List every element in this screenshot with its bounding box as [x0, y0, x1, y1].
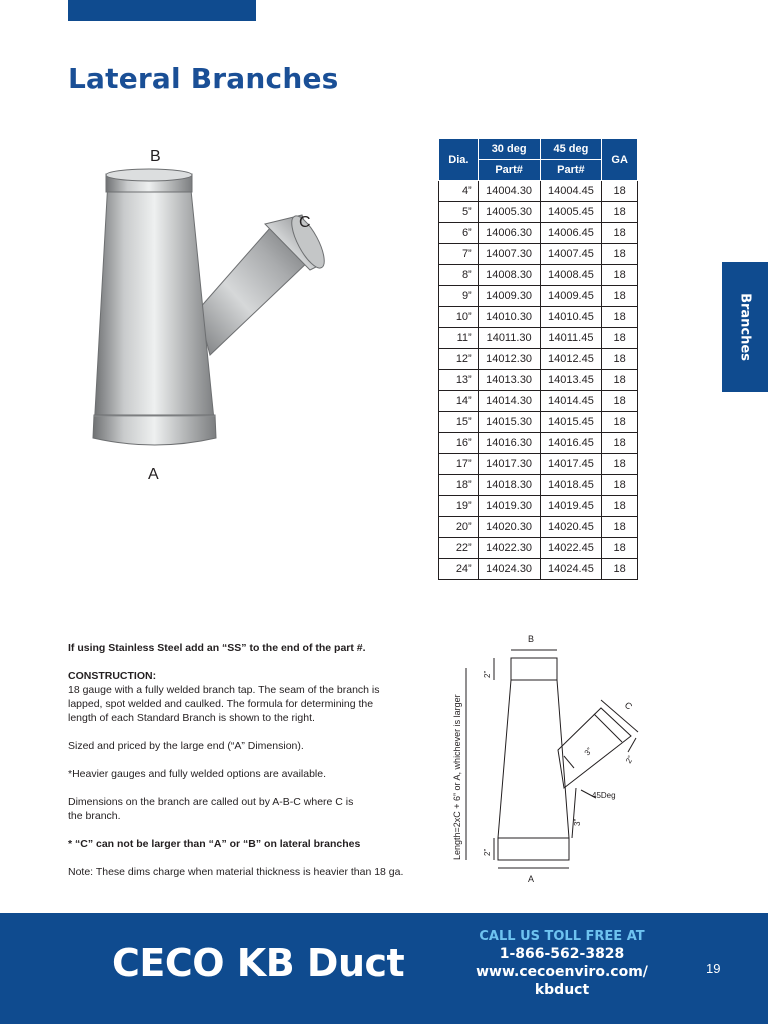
cell-part-30: 14005.30: [478, 202, 540, 223]
cell-dia: 16”: [439, 433, 479, 454]
cell-dia: 5”: [439, 202, 479, 223]
cell-part-45: 14007.45: [540, 244, 602, 265]
photo-label-c: C: [299, 214, 311, 231]
cell-ga: 18: [602, 328, 638, 349]
photo-label-b: B: [150, 148, 161, 165]
cell-part-30: 14015.30: [478, 412, 540, 433]
lateral-branch-photo: [80, 140, 340, 490]
cell-ga: 18: [602, 475, 638, 496]
cell-part-45: 14019.45: [540, 496, 602, 517]
cell-dia: 14”: [439, 391, 479, 412]
header-45-deg: 45 deg: [540, 139, 602, 160]
cell-part-30: 14024.30: [478, 559, 540, 580]
cell-ga: 18: [602, 391, 638, 412]
cell-part-45: 14015.45: [540, 412, 602, 433]
construction-body: 18 gauge with a fully welded branch tap. The seam of the branch is lapped, spot welded and caulked. The formula for determining the length of each Standard Branch is shown to the right.: [68, 684, 380, 724]
cell-ga: 18: [602, 349, 638, 370]
table-row: [439, 370, 638, 391]
cell-part-45: 14020.45: [540, 517, 602, 538]
cell-dia: 13”: [439, 370, 479, 391]
notes-block: [68, 641, 458, 879]
table-row: [439, 328, 638, 349]
diagram-label-b: B: [528, 634, 535, 644]
cell-part-30: 14019.30: [478, 496, 540, 517]
cell-part-30: 14020.30: [478, 517, 540, 538]
cell-part-45: 14010.45: [540, 307, 602, 328]
cell-dia: 10”: [439, 307, 479, 328]
cell-ga: 18: [602, 517, 638, 538]
cell-dia: 9”: [439, 286, 479, 307]
table-row: [439, 559, 638, 580]
contact-block: [462, 929, 662, 999]
stainless-note: If using Stainless Steel add an “SS” to the end of the part #.: [68, 642, 366, 654]
table-row: [439, 538, 638, 559]
angle-label: 45Deg: [592, 791, 616, 800]
cell-ga: 18: [602, 559, 638, 580]
heavier-note: *Heavier gauges and fully welded options are available.: [68, 768, 326, 780]
header-dia: Dia.: [439, 139, 479, 181]
header-30-deg: 30 deg: [478, 139, 540, 160]
top-accent-bar: [68, 0, 256, 21]
cell-dia: 17”: [439, 454, 479, 475]
cell-part-45: 14006.45: [540, 223, 602, 244]
cell-part-45: 14004.45: [540, 181, 602, 202]
cell-dia: 12”: [439, 349, 479, 370]
cell-ga: 18: [602, 181, 638, 202]
dim-lower-3in: 3”: [573, 818, 582, 826]
photo-label-a: A: [148, 466, 159, 483]
table-row: [439, 475, 638, 496]
cell-ga: 18: [602, 265, 638, 286]
table-row: [439, 349, 638, 370]
cell-ga: 18: [602, 412, 638, 433]
dimensions-note: Dimensions on the branch are called out by A-B-C where C is the branch.: [68, 796, 354, 822]
cell-part-30: 14010.30: [478, 307, 540, 328]
cell-part-30: 14008.30: [478, 265, 540, 286]
table-row: [439, 391, 638, 412]
cell-part-30: 14016.30: [478, 433, 540, 454]
cell-dia: 11”: [439, 328, 479, 349]
cell-part-45: 14011.45: [540, 328, 602, 349]
cell-part-30: 14018.30: [478, 475, 540, 496]
table-row: [439, 286, 638, 307]
cell-part-45: 14008.45: [540, 265, 602, 286]
cell-part-45: 14016.45: [540, 433, 602, 454]
cell-ga: 18: [602, 223, 638, 244]
dim-top-2in: 2”: [483, 670, 492, 678]
cell-part-45: 14013.45: [540, 370, 602, 391]
cell-dia: 18”: [439, 475, 479, 496]
table-row: [439, 265, 638, 286]
table-row: [439, 223, 638, 244]
website-link-line1[interactable]: www.cecoenviro.com/: [476, 964, 648, 980]
cell-part-45: 14005.45: [540, 202, 602, 223]
cell-dia: 6”: [439, 223, 479, 244]
cell-ga: 18: [602, 538, 638, 559]
cell-part-30: 14006.30: [478, 223, 540, 244]
cell-part-45: 14017.45: [540, 454, 602, 475]
cell-part-30: 14011.30: [478, 328, 540, 349]
subheader-45-part: Part#: [540, 160, 602, 181]
cell-dia: 7”: [439, 244, 479, 265]
table-body: [439, 181, 638, 580]
cell-part-30: 14007.30: [478, 244, 540, 265]
cell-part-30: 14013.30: [478, 370, 540, 391]
cell-dia: 22”: [439, 538, 479, 559]
construction-heading: CONSTRUCTION:: [68, 670, 157, 682]
section-tab-label: Branches: [737, 293, 753, 361]
brand-name: CECO KB Duct: [112, 941, 405, 985]
cell-ga: 18: [602, 370, 638, 391]
c-rule-note: * “C” can not be larger than “A” or “B” on lateral branches: [68, 838, 361, 850]
table-row: [439, 307, 638, 328]
cell-dia: 15”: [439, 412, 479, 433]
website-link-line2[interactable]: kbduct: [534, 982, 590, 998]
dim-bottom-2in: 2”: [483, 848, 492, 856]
table-row: [439, 454, 638, 475]
diagram-label-c: C: [622, 699, 635, 712]
table-row: [439, 181, 638, 202]
cell-dia: 8”: [439, 265, 479, 286]
sized-note: Sized and priced by the large end (“A” Dimension).: [68, 740, 304, 752]
footer-bar: [0, 913, 768, 1024]
cell-ga: 18: [602, 202, 638, 223]
table-row: [439, 244, 638, 265]
cell-dia: 20”: [439, 517, 479, 538]
section-tab: [722, 262, 768, 392]
diagram-label-a: A: [528, 874, 535, 884]
cell-part-30: 14009.30: [478, 286, 540, 307]
cell-part-45: 14009.45: [540, 286, 602, 307]
table-row: [439, 433, 638, 454]
cell-ga: 18: [602, 433, 638, 454]
cell-part-30: 14004.30: [478, 181, 540, 202]
dim-branch-2in: 2”: [623, 754, 636, 765]
thickness-note: Note: These dims charge when material thickness is heavier than 18 ga.: [68, 866, 404, 878]
cell-part-30: 14012.30: [478, 349, 540, 370]
cell-dia: 24”: [439, 559, 479, 580]
cell-part-45: 14018.45: [540, 475, 602, 496]
cell-ga: 18: [602, 244, 638, 265]
phone-number[interactable]: 1-866-562-3828: [499, 946, 625, 962]
cell-part-45: 14022.45: [540, 538, 602, 559]
length-formula: Length=2xC + 6” or A, whichever is larger: [452, 694, 462, 860]
cell-ga: 18: [602, 454, 638, 475]
cell-part-45: 14014.45: [540, 391, 602, 412]
cell-ga: 18: [602, 307, 638, 328]
cell-dia: 4”: [439, 181, 479, 202]
table-row: [439, 412, 638, 433]
cell-dia: 19”: [439, 496, 479, 517]
cell-part-30: 14014.30: [478, 391, 540, 412]
cell-part-30: 14017.30: [478, 454, 540, 475]
table-row: [439, 517, 638, 538]
page-title: Lateral Branches: [68, 62, 339, 95]
cell-part-45: 14024.45: [540, 559, 602, 580]
dimension-diagram: [446, 628, 656, 890]
table-row: [439, 496, 638, 517]
header-ga: GA: [602, 139, 638, 181]
page-number: 19: [706, 961, 721, 976]
cell-ga: 18: [602, 496, 638, 517]
table-row: [439, 202, 638, 223]
cell-ga: 18: [602, 286, 638, 307]
part-number-table: [438, 138, 638, 580]
cell-part-45: 14012.45: [540, 349, 602, 370]
subheader-30-part: Part#: [478, 160, 540, 181]
toll-free-label: CALL US TOLL FREE AT: [479, 929, 645, 944]
dim-branch-3in: 3”: [582, 746, 595, 758]
cell-part-30: 14022.30: [478, 538, 540, 559]
